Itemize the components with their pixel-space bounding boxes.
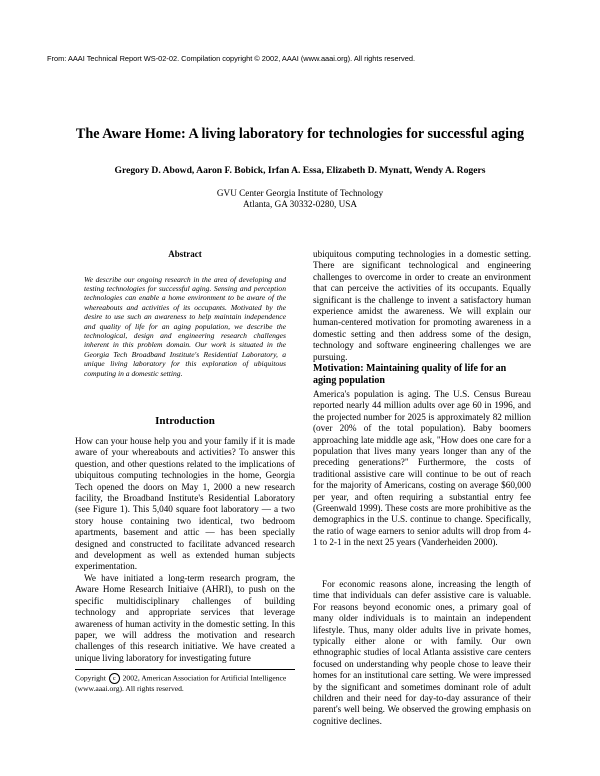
author-list: Gregory D. Abowd, Aaron F. Bobick, Irfan A. Essa, Elizabeth D. Mynatt, Wendy A. Rogers [114,165,486,176]
right-column-paragraph-1: ubiquitous computing technologies in a domestic setting. There are significant technological and engineering challenges to overcome in order to create an environment that can perceive the activities of its occupants. Equally significant is the challenge to invent a satisfactory human experience amidst the awareness. We will explain our human-centered motivation for promoting awareness in a domestic setting and then address some of the design, technology and software engineering challenges we are pursuing. [313,249,531,362]
footnote-rule [75,669,295,670]
motivation-paragraph-2: For economic reasons alone, increasing the length of time that individuals can defer assistive care is valuable. For reasons beyond economic ones, a primary goal of many older individuals is to maintain an independent lifestyle. Thus, many older adults live in private homes, typically either alone or with family. Our own ethnographic studies of local Atlanta assistive care centers focused on understanding why people chose to leave their homes for an institutional care setting. We were impressed by the significant and sometimes dominant role of adult children and their need for day-to-day assurance of their parent's well being. We observed the growing emphasis on cognitive declines. [313,579,531,726]
copyright-footnote [75,669,295,694]
footnote-text: 2002, American Association for Artificial Intelligence (www.aaai.org). All rights reserved. [75,673,287,693]
abstract-heading: Abstract [168,249,202,259]
motivation-heading: Motivation: Maintaining quality of life for an aging population [313,363,507,386]
abstract-text: We describe our ongoing research in the area of developing and testing technologies for successful aging. Sensing and perception technologies can enable a home environment to be aware of the whereabouts and activities of its occupants. Motivated by the desire to use such an awareness to help maintain independence and quality of life for an aging population, we describe the technological, design and engineering research challenges inherent in this problem domain. Our work is situated in the Georgia Tech Broadband Institute's Residential Laboratory, a unique living laboratory for this exploration of ubiquitous computing in a domestic setting. [84,274,286,378]
copyright-symbol: c [109,673,120,684]
motivation-paragraph-1: America's population is aging. The U.S. Census Bureau reported nearly 44 million adults over age 60 in 1996, and the projected number for 2025 is approximately 82 million (over 20% of the total population). Baby boomers approaching late middle age ask, "How does one care for a population that lives many years longer than any of the preceding generations?" Furthermore, the costs of traditional assistive care will continue to be out of reach for the majority of Americans, costing on average $60,000 per year, and often requiring a substantial entry fee (Greenwald 1999). These costs are more prohibitive as the demographics in the U.S. continue to change. Specifically, the ratio of wage earners to senior adults will drop from 4-1 to 2-1 in the next 25 years (Vanderheiden 2000). [313,389,531,548]
source-line: From: AAAI Technical Report WS-02-02. Compilation copyright © 2002, AAAI (www.aaai.org). All rights reserved. [47,54,416,63]
introduction-paragraph-1: How can your house help you and your family if it is made aware of your whereabouts and activities? To answer this question, and other questions related to the implications of ubiquitous computing technologies in the home, Georgia Tech opened the doors on May 1, 2000 a new research facility, the Broadband Institute's Residential Laboratory (see Figure 1). This 5,040 square foot laboratory — a two story house containing two identical, two bedroom apartments, basement and attic — has been specially designed and constructed to facilitate advanced research and development as well as extended human subjects experimentation. [75,436,295,572]
introduction-paragraph-2: We have initiated a long-term research program, the Aware Home Research Initiaive (AHRI), to push on the specific multidisciplinary challenges of building technology and appropriate services that leverage awareness of human activity in the domestic setting. In this paper, we will address the motivation and research challenges of this research initiative. We have created a unique living laboratory for investigating future [75,573,295,663]
footnote-prefix: Copyright [75,673,106,683]
introduction-heading: Introduction [155,415,215,427]
affiliation-line-2: Atlanta, GA 30332-0280, USA [242,199,358,209]
affiliation-line-1: GVU Center Georgia Institute of Technology [216,188,384,198]
paper-title: The Aware Home: A living laboratory for technologies for successful aging [75,126,525,142]
affiliation [40,188,560,210]
